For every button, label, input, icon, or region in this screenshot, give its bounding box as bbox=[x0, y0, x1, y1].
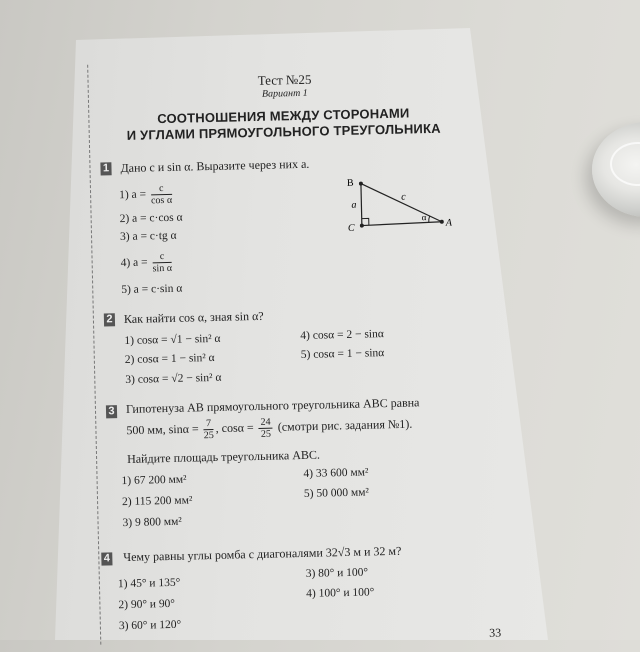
label-a-vertex: A bbox=[445, 217, 453, 229]
q3-option-4: 4) 33 600 мм² bbox=[303, 466, 369, 480]
q1-option-4-denominator: sin α bbox=[152, 262, 173, 275]
test-title: Тест №25 bbox=[257, 71, 312, 88]
question-4-text: Чему равны углы ромба с диагоналями 32√3 м и 32 м? bbox=[123, 543, 402, 565]
q3-line2-start: 500 мм, sinα = bbox=[126, 421, 199, 438]
label-alpha: α bbox=[421, 212, 427, 223]
page-title-line1: СООТНОШЕНИЯ МЕЖДУ СТОРОНАМИ bbox=[157, 105, 410, 127]
question-3-line3: Найдите площадь треугольника ABC. bbox=[126, 447, 321, 466]
q2-option-1: 1) cosα = √1 − sin² α bbox=[124, 332, 221, 347]
side-a-line bbox=[361, 184, 362, 226]
q2-option-5: 5) cosα = 1 − sinα bbox=[300, 347, 385, 361]
label-c-vertex: C bbox=[347, 222, 355, 234]
page-title-line2: И УГЛАМИ ПРЯМОУГОЛЬНОГО ТРЕУГОЛЬНИКА bbox=[126, 120, 441, 143]
q3-cos-numerator: 24 bbox=[259, 417, 273, 429]
q3-sin-numerator: 7 bbox=[203, 418, 213, 430]
q2-option-3: 3) cosα = √2 − sin² α bbox=[125, 371, 222, 386]
vertex-a-dot bbox=[440, 220, 444, 224]
q3-line2-end: (смотри рис. задания №1). bbox=[277, 416, 413, 434]
q3-sin-fraction bbox=[203, 418, 214, 441]
question-3-line2 bbox=[126, 413, 412, 442]
q1-option-1-fraction bbox=[151, 183, 173, 206]
q2-option-2: 2) cosα = 1 − sin² α bbox=[124, 351, 215, 366]
vertex-c-dot bbox=[360, 224, 364, 228]
q1-option-1-numerator: c bbox=[151, 183, 172, 195]
q4-option-1: 1) 45° и 135° bbox=[117, 576, 181, 591]
q3-cos-denominator: 25 bbox=[260, 428, 272, 440]
question-1-text: Дано c и sin α. Выразите через них a. bbox=[120, 156, 310, 176]
q3-option-2: 2) 115 200 мм² bbox=[121, 494, 193, 509]
q1-option-4-prefix: 4) a = bbox=[120, 256, 148, 270]
q3-option-5: 5) 50 000 мм² bbox=[303, 486, 370, 500]
q3-option-1: 1) 67 200 мм² bbox=[121, 473, 187, 488]
alpha-arc bbox=[429, 216, 430, 222]
q1-option-1-prefix: 1) a = bbox=[118, 188, 147, 202]
variant-label: Вариант 1 bbox=[261, 87, 308, 100]
question-number-4: 4 bbox=[101, 552, 112, 565]
q1-option-4-numerator: c bbox=[152, 251, 172, 263]
q3-sin-denominator: 25 bbox=[203, 429, 214, 442]
q3-option-3: 3) 9 800 мм² bbox=[122, 515, 182, 530]
q4-option-5: 4) 100° и 100° bbox=[306, 586, 375, 600]
q1-option-1 bbox=[119, 183, 174, 207]
q1-option-4-fraction bbox=[152, 251, 172, 274]
q4-option-3: 3) 60° и 120° bbox=[118, 618, 182, 633]
q1-option-2: 2) a = c·cos α bbox=[119, 211, 183, 226]
label-side-c: c bbox=[401, 191, 406, 203]
q2-option-4: 4) cosα = 2 − sinα bbox=[300, 328, 384, 342]
question-number-3: 3 bbox=[106, 405, 117, 418]
q1-option-4 bbox=[120, 251, 174, 275]
label-side-a: a bbox=[351, 199, 357, 211]
side-ca-line bbox=[362, 222, 442, 226]
q1-option-5: 5) a = c·sin α bbox=[121, 282, 183, 297]
question-number-1: 1 bbox=[100, 162, 111, 175]
vertex-b-dot bbox=[359, 182, 363, 186]
q1-option-1-denominator: cos α bbox=[150, 194, 173, 207]
page-number: 33 bbox=[488, 625, 502, 640]
triangle-figure bbox=[337, 171, 459, 244]
q3-line2-middle: , cosα = bbox=[215, 420, 254, 436]
label-b: B bbox=[346, 177, 354, 189]
q4-option-2: 2) 90° и 90° bbox=[118, 597, 176, 612]
q4-option-4: 3) 80° и 100° bbox=[305, 566, 369, 580]
question-3-line1: Гипотенуза AB прямоугольного треугольника ABC равна bbox=[125, 395, 420, 416]
q3-cos-fraction bbox=[259, 417, 274, 440]
cut-line bbox=[87, 65, 101, 645]
question-number-2: 2 bbox=[104, 313, 115, 326]
question-2-text: Как найти cos α, зная sin α? bbox=[123, 308, 264, 326]
q1-option-3: 3) a = c·tg α bbox=[119, 229, 177, 244]
